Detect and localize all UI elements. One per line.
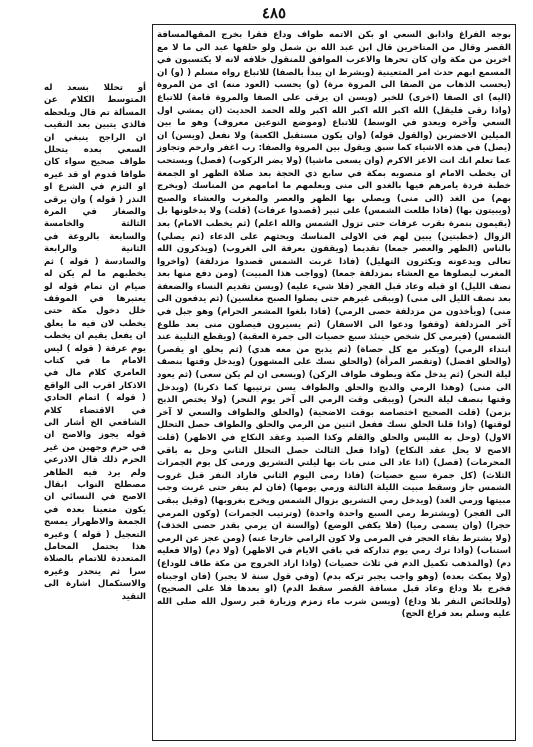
margin-commentary: [44, 82, 146, 602]
margin-commentary-paragraph: أو تحللا بسعد له المتوسط الكلام عن المسألة تم قال ويلحظه فالذي يتبين بعد التقيب ان الراجح ينبغي ان السعي بعده يتحلل طواف صحيح سواء كان طوافا قدوم او قد غيره او التزم في الشرع او النذر ( قوله ) وان يرقى والصغار في المرة الثالثة والخامسة والسابعة بالروعة في الثانية والرابعة والسادسة ( قوله ) ثم يخطبهم ما لم يكن له صيام ان تمام قوله لو يعتبرها في الموقف خلل دخول مكة حتى يخطب لان فيه ما يعلق ان يفعل يقيم ان يخطب يوم عرفة ( قوله ) ليس الامام ما في كتاب العامري كلام مال في الاذكار اقرب الى الواقع ( قوله ) اتمام الحادي في الاقتضاء كلام الشافعي الخ أشار الى قوله يجوز والاصح ان في حرم وجهين من غير الحرم ذلك قال الاذرعي ولم يرد فيه الظاهر مصطلح النواب ابقال الاصح في النسائي ان يكون متعينا بعده في الجمعة والاظهرار يمسح التعجيل ( قوله ) وغيره هذا يحتمل المحامل المتعددة للاتمام بالصلاة سرا ثم ينحدر وغيره والاستكمال اشارة الى التقيد: [44, 83, 146, 602]
main-text-paragraph: بوجه الفراغ واذابق السعي او بكن الاتمه طواف وداع فقرا بخرج المقهالمسافة القصر وقال من المتاخرين قال ابن عبد الله بن شمل ولو حلفها عبد الى ما لا مع اخرين من مكة وان كان تحرها والاعرب الموافق للمنقول خلافه لانه لا يكتسبون في المسمع ابهم حدث امر المتعينية (وبشرط ان يبدأ بالصفا) للاتباع رواه مسلم ( (و) ان (يحسب الذهاب من الصفا الى المروة مرة) (و) يحسب (العود منه) اى من المروة (اليه) اى الصفا (اخرى) للخبر (ويسن ان يرقى على الصفا والمروة قامة) للاتباع (واذا رقى فليقل) الله اكبر الله اكبر الله اكبر ولله الحمد الحديث (ان يمشي اول السعي وآخره ويعدو في الوسط) للاتباع (وموضع النوعين معروف) وهو ما بين الميلين الاخضرين (والقول قوله) (وان يكون مستقبل الكعبة) ولا نفعل (ويسن) ان (يصل) في هذه الاشياء كما سبق ويقول بين المروة والصفا: رب اغفر وارحم وتجاوز عما تعلم انك انت الاعز الاكرم (وان يسعى ماشيا) (ولا يضر الركوب) (فصل) ويستحب ان يخطب الامام او منصوبه بمكة في سابع ذي الحجة بعد صلاة الظهر او الجمعة خطبة فردة يامرهم فيها بالغدو الى منى ويعلمهم ما امامهم من المناسك (ويخرج بهم) من الغد (الى منى) ويصلي بها الظهر والعصر والمغرب والعشاء والصبح (ويبيتون بها) (فاذا طلعت الشمس) على ثبير (قصدوا عرفات) (قلت) ولا يدخلونها بل (يقيمون بنمرة بقرب عرفات حتى تزول الشمس والله اعلم) (ثم يخطب الامام) بعد الزوال (خطبتين) يبين لهم في الاولى المناسك ويحثهم على الدعاء (ثم يصلي) بالناس (الظهر والعصر جمعا) تقديما (ويقفون بعرفة الى الغروب) (ويذكرون الله تعالى ويدعونه ويكثرون التهليل) (فاذا غربت الشمس قصدوا مزدلفة) (واخروا المغرب ليصلوها مع العشاء بمزدلفة جمعا) (وواجب هذا المبيت) (ومن دفع منها بعد نصف الليل) او قبله وعاد قبل الفجر (فلا شيء عليه) (ويسن تقديم النساء والضعفة بعد نصف الليل الى منى) (ويبقى غيرهم حتى يصلوا الصبح مغلسين) (ثم يدفعون الى منى) (ويأخذون من مزدلفة حصى الرمي) (فاذا بلغوا المشعر الحرام) وهو جبل في آخر المزدلفة (وقفوا ودعوا الى الاسفار) (ثم يسيرون فيصلون منى بعد طلوع الشمس) (فيرمي كل شخص حينئذ سبع حصيات الى جمرة العقبة) (ويقطع التلبية عند ابتداء الرمي) (ويكبر مع كل حصاة) (ثم يذبح من معه هدي) (ثم يحلق او يقصر) (والحلق افضل) (وتقصر المرأة) (والحلق نسك على المشهور) (ويدخل وقتها بنصف ليلة النحر) (ثم يدخل مكة ويطوف طواف الركن) (ويسعى ان لم يكن سعى) (ثم يعود الى منى) (وهذا الرمي والذبح والحلق والطواف يسن ترتيبها كما ذكرنا) (ويدخل وقتها بنصف ليلة النحر) (ويبقى وقت الرمي الى آخر يوم النحر) (ولا يختص الذبح بزمن) (قلت الصحيح اختصاصه بوقت الاضحية) (والحلق والطواف والسعي لا آخر لوقتها) (واذا قلنا الحلق نسك ففعل اثنين من الرمي والحلق والطواف حصل التحلل الاول) (وحل به اللبس والحلق والقلم وكذا الصيد وعقد النكاح في الاظهر) (قلت الاصح لا يحل عقد النكاح) (واذا فعل الثالث حصل التحلل الثاني وحل به باقي المحرمات) (فصل) (اذا عاد الى منى بات بها ليلتي التشريق ورمى كل يوم الجمرات الثلاث) (كل جمرة سبع حصيات) (فاذا رمى اليوم الثاني فاراد النفر قبل غروب الشمس جاز وسقط مبيت الليلة الثالثة ورمي يومها) (فان لم ينفر حتى غربت وجب مبيتها ورمي الغد) (ويدخل رمي التشريق بزوال الشمس ويخرج بغروبها) (وقيل يبقى الى الفجر) (ويشترط رمي السبع واحدة واحدة) (وترتيب الجمرات) (وكون المرمي حجرا) (وان يسمى رميا) (فلا يكفي الوضع) (والسنة ان يرمي بقدر حصى الخذف) (ولا يشترط بقاء الحجر في المرمى ولا كون الرامي خارجا عنه) (ومن عجز عن الرمي استناب) (واذا ترك رمي يوم تداركه في باقي الايام في الاظهر) (ولا دم) (والا فعليه دم) (والمذهب تكميل الدم في ثلاث حصيات) (واذا اراد الخروج من مكة طاف للوداع) (ولا يمكث بعده) (وهو واجب يجبر تركه بدم) (وفي قول سنة لا يجبر) (فان اوجبناه فخرج بلا وداع وعاد قبل مسافة القصر سقط الدم) (او بعدها فلا على الصحيح) (وللحائض النفر بلا وداع) (ويسن شرب ماء زمزم وزيارة قبر رسول الله صلى الله عليه وسلم بعد فراغ الحج): [157, 30, 511, 620]
page-number: ٤٨٥: [261, 4, 287, 22]
main-text-block: [157, 29, 511, 737]
